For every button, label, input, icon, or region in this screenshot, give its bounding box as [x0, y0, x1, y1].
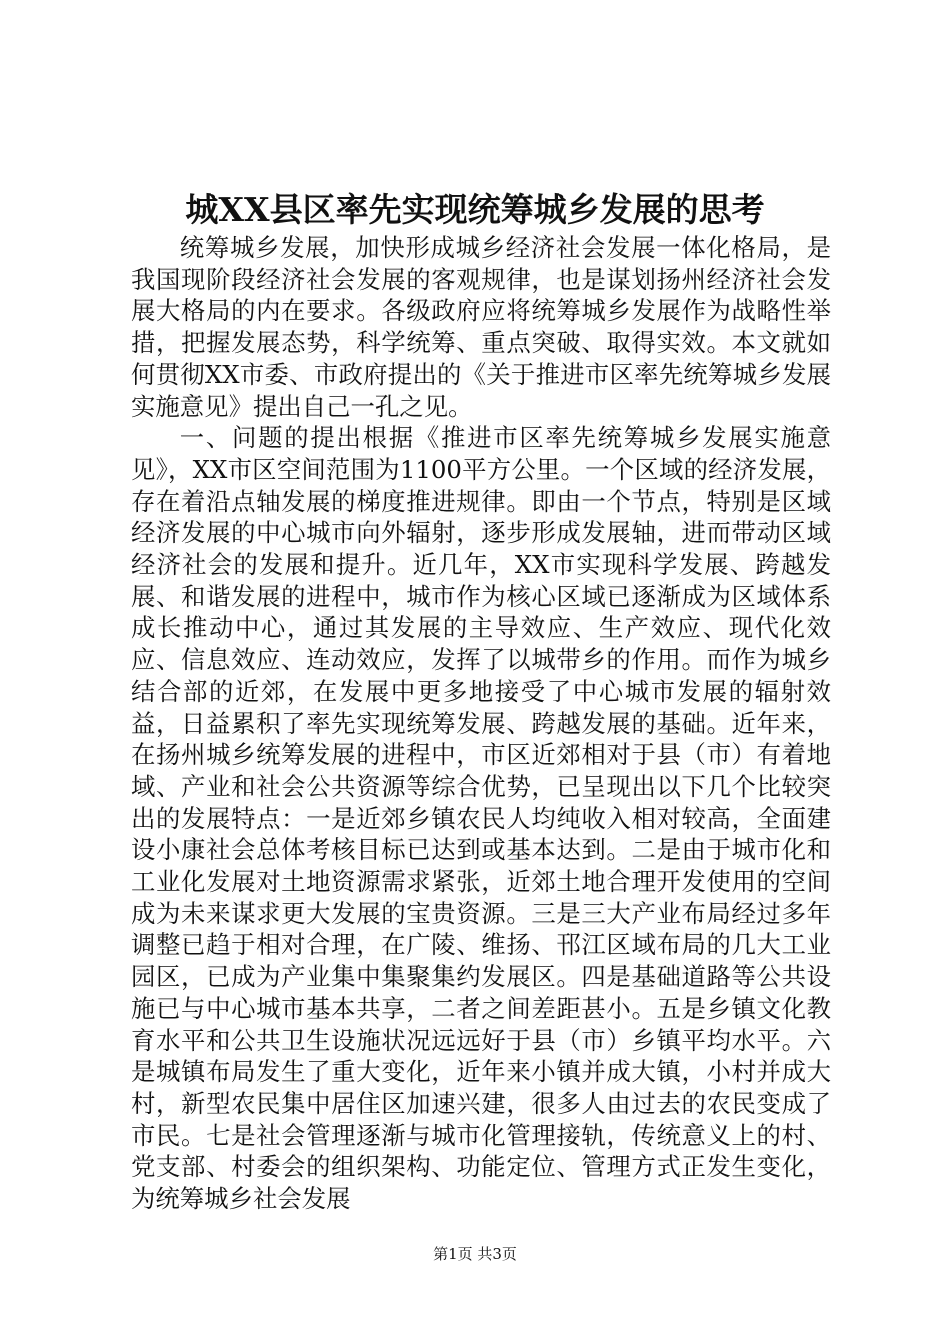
document-title: 城XX县区率先实现统筹城乡发展的思考 — [185, 190, 765, 229]
document-body — [131, 232, 831, 1215]
paragraph-intro: 统筹城乡发展，加快形成城乡经济社会发展一体化格局，是我国现阶段经济社会发展的客观规律，也是谋划扬州经济社会发展大格局的内在要求。各级政府应将统筹城乡发展作为战略性举措，把握发展态势，科学统筹、重点突破、取得实效。本文就如何贯彻XX市委、市政府提出的《关于推进市区率先统筹城乡发展实施意见》提出自己一孔之见。 — [131, 233, 831, 421]
page-number: 第1页 共3页 — [433, 1245, 517, 1263]
paragraph-section-one: 一、问题的提出根据《推进市区率先统筹城乡发展实施意见》，XX市区空间范围为1100平方公里。一个区域的经济发展，存在着沿点轴发展的梯度推进规律。即由一个节点，特别是区域经济发展的中心城市向外辐射，逐步形成发展轴，进而带动区域经济社会的发展和提升。近几年，XX市实现科学发展、跨越发展、和谐发展的进程中，城市作为核心区域已逐渐成为区域体系成长推动中心，通过其发展的主导效应、生产效应、现代化效应、信息效应、连动效应，发挥了以城带乡的作用。而作为城乡结合部的近郊，在发展中更多地接受了中心城市发展的辐射效益，日益累积了率先实现统筹发展、跨越发展的基础。近年来，在扬州城乡统筹发展的进程中，市区近郊相对于县（市）有着地域、产业和社会公共资源等综合优势，已呈现出以下几个比较突出的发展特点：一是近郊乡镇农民人均纯收入相对较高，全面建设小康社会总体考核目标已达到或基本达到。二是由于城市化和工业化发展对土地资源需求紧张，近郊土地合理开发使用的空间成为未来谋求更大发展的宝贵资源。三是三大产业布局经过多年调整已趋于相对合理，在广陵、维扬、邗江区域布局的几大工业园区，已成为产业集中集聚集约发展区。四是基础道路等公共设施已与中心城市基本共享，二者之间差距甚小。五是乡镇文化教育水平和公共卫生设施状况远远好于县（市）乡镇平均水平。六是城镇布局发生了重大变化，近年来小镇并成大镇，小村并成大村，新型农民集中居住区加速兴建，很多人由过去的农民变成了市民。七是社会管理逐渐与城市化管理接轨，传统意义上的村、党支部、村委会的组织架构、功能定位、管理方式正发生变化，为统筹城乡社会发展 — [131, 423, 831, 1214]
